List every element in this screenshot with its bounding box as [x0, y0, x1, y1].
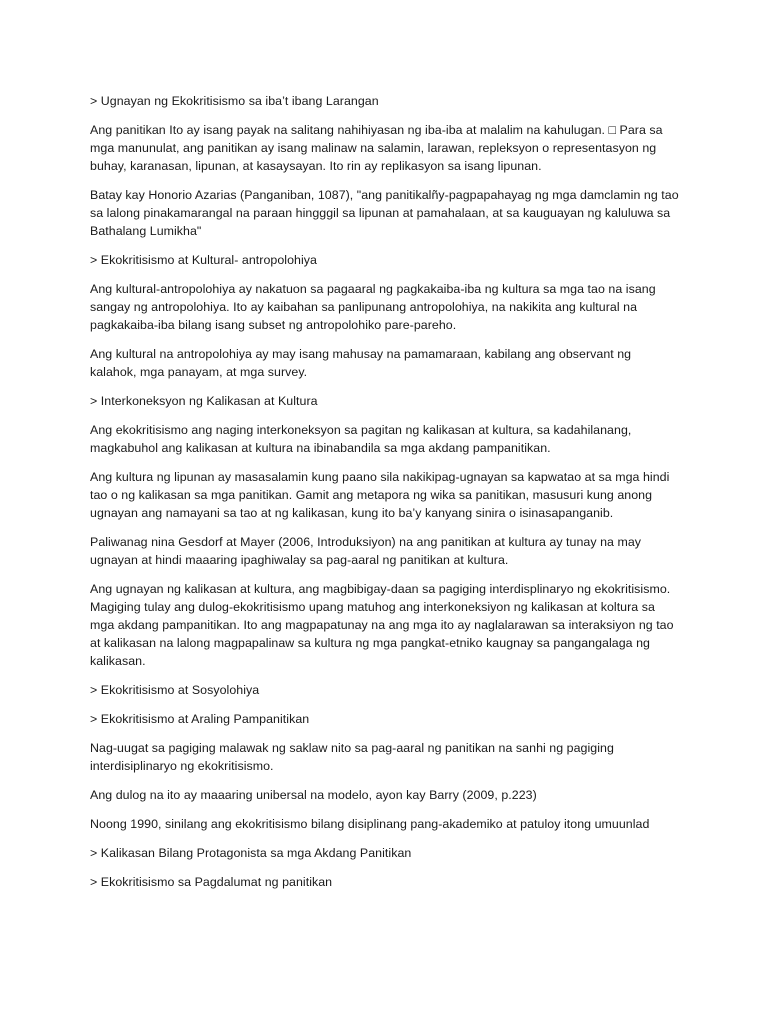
paragraph-kultura-lipunan: Ang kultura ng lipunan ay masasalamin kung paano sila nakikipag-ugnayan sa kapwatao at sa mga hindi tao o ng kalikasan sa mga panitikan. Gamit ang metapora ng wika sa panitikan, masusuri kung anong ugnayan ang namayani sa tao at ng kalikasan, kung ito ba’y kanyang sinira o isinasapanganib. [90, 470, 670, 520]
paragraph-kultural-antropolohiya: Ang kultural-antropolohiya ay nakatuon sa pagaaral ng pagkakaiba-iba ng kultura sa mga tao na isang sangay ng antropolohiya. Ito ay kaibahan sa panlipunang antropolohiya, na nakikita ang kultural na pagkakaiba-iba bilang isang subset ng antropolohiko pare-pareho. [90, 282, 656, 332]
section-heading-ugnayan: > Ugnayan ng Ekokritisismo sa iba’t ibang Larangan [90, 94, 379, 108]
section-heading-pagdalumat: > Ekokritisismo sa Pagdalumat ng panitikan [90, 875, 333, 889]
section-heading-protagonista: > Kalikasan Bilang Protagonista sa mga Akdang Panitikan [90, 846, 412, 860]
paragraph-noong-1990: Noong 1990, sinilang ang ekokritisismo bilang disiplinang pang-akademiko at patuloy itong umuunlad [90, 817, 650, 831]
section-heading-sosyolohiya: > Ekokritisismo at Sosyolohiya [90, 683, 260, 697]
paragraph-nag-uugat: Nag-uugat sa pagiging malawak ng saklaw nito sa pag-aaral ng panitikan na sanhi ng pagiging interdisiplinaryo ng ekokritisismo. [90, 741, 614, 773]
paragraph-panitikan-definition: Ang panitikan Ito ay isang payak na salitang nahihiyasan ng iba-iba at malalim na kahulugan. □ Para sa mga manunulat, ang panitikan ay isang malinaw na salamin, larawan, repleksyon o representasyon ng buhay, karanasan, lipunan, at kasaysayan. Ito rin ay replikasyon sa isang lipunan. [90, 123, 663, 173]
document-page [90, 92, 680, 902]
paragraph-ugnayan-kalikasan-kultura: Ang ugnayan ng kalikasan at kultura, ang magbibigay-daan sa pagiging interdisplinaryo ng ekokritisismo. Magiging tulay ang dulog-ekokritisismo upang matuhog ang interkoneksiyon ng kalikasan at koltura sa mga akdang pampanitikan. Ito ang magpapatunay na ang mga ito ay naglalarawan sa interaksiyon ng tao at kalikasan na lalong magpapalinaw sa kultura ng mga pangkat-etniko kaugnay sa pangangalaga ng kalikasan. [90, 582, 674, 668]
paragraph-kultural-pamamaraan: Ang kultural na antropolohiya ay may isang mahusay na pamamaraan, kabilang ang observant ng kalahok, mga panayam, at mga survey. [90, 347, 632, 379]
paragraph-interkoneksyon: Ang ekokritisismo ang naging interkoneksyon sa pagitan ng kalikasan at kultura, sa kadahilanang, magkabuhol ang kalikasan at kultura na ibinabandila sa mga akdang pampanitikan. [90, 423, 632, 455]
paragraph-gesdorf-mayer: Paliwanag nina Gesdorf at Mayer (2006, Introduksiyon) na ang panitikan at kultura ay tunay na may ugnayan at hindi maaaring ipaghiwalay sa pag-aaral ng panitikan at kultura. [90, 535, 642, 567]
section-heading-kultural-antropolohiya: > Ekokritisismo at Kultural- antropolohiya [90, 253, 317, 267]
paragraph-barry: Ang dulog na ito ay maaaring unibersal na modelo, ayon kay Barry (2009, p.223) [90, 788, 537, 802]
section-heading-interkoneksyon: > Interkoneksyon ng Kalikasan at Kultura [90, 394, 318, 408]
paragraph-azarias-quote: Batay kay Honorio Azarias (Panganiban, 1087), "ang panitikalñy-pagpapahayag ng mga damclamin ng tao sa lalong pinakamarangal na paraan hingggil sa lipunan at pamahalaan, at sa kauguayan ng kaluluwa sa Bathalang Lumikha" [90, 188, 679, 238]
section-heading-araling-pampanitikan: > Ekokritisismo at Araling Pampanitikan [90, 712, 310, 726]
